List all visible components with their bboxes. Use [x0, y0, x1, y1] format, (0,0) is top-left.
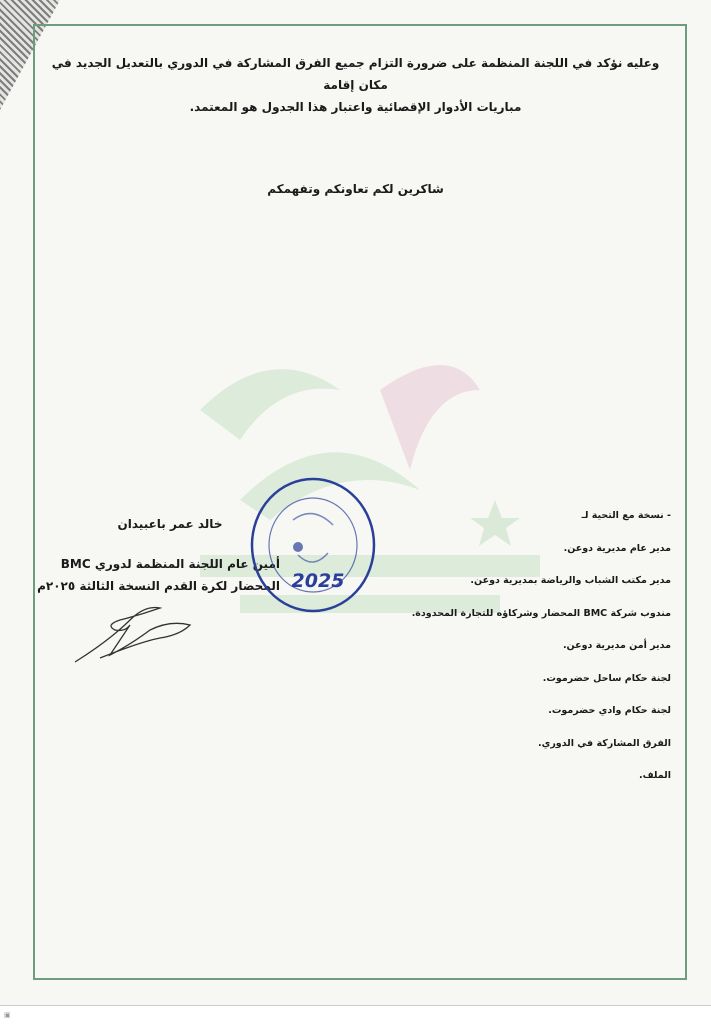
cc-item: مدير مكتب الشباب والرياضة بمديرية دوعن. — [470, 575, 671, 586]
signatory-title-line: أمين عام اللجنة المنظمة لدوري BMC — [60, 557, 280, 571]
scanner-footer — [0, 1005, 711, 1025]
thanks-line: شاكرين لكم تعاونكم وتفهمكم — [267, 182, 444, 196]
official-stamp — [248, 475, 378, 615]
stamp-year: 2025 — [291, 570, 345, 592]
cc-item: الملف. — [639, 770, 671, 781]
intro-line: وعليه نؤكد في اللجنة المنظمة على ضرورة التزام جميع الفرق المشاركة في الدوري بالتعديل الجديد في مكان إقامة — [51, 56, 660, 92]
cc-item: مدير أمن مديرية دوعن. — [562, 640, 671, 651]
handwritten-signature — [70, 600, 200, 670]
cc-heading: - نسخة مع التحية لـ — [581, 510, 671, 521]
cc-item: الفرق المشاركة في الدوري. — [538, 737, 671, 749]
cc-item: لجنة حكام ساحل حضرموت. — [542, 672, 671, 684]
cc-item: لجنة حكام وادي حضرموت. — [548, 705, 671, 716]
intro-line: مباريات الأدوار الإقصائية واعتبار هذا الجدول هو المعتمد. — [189, 100, 522, 114]
signatory-name: خالد عمر باعبيدان — [117, 517, 223, 531]
signatory-title — [30, 553, 280, 597]
cc-item: مدير عام مديرية دوعن. — [563, 542, 671, 554]
intro-paragraph — [45, 52, 666, 118]
cc-item: مندوب شركة BMC المحضار وشركاؤه للتجارة المحدودة. — [411, 607, 671, 619]
cc-list — [381, 510, 671, 803]
scanner-mark: ▣ — [4, 1011, 11, 1019]
signatory-title-line: المحضار لكرة القدم النسخة الثالثة ٢٠٢٥م — [37, 579, 280, 593]
